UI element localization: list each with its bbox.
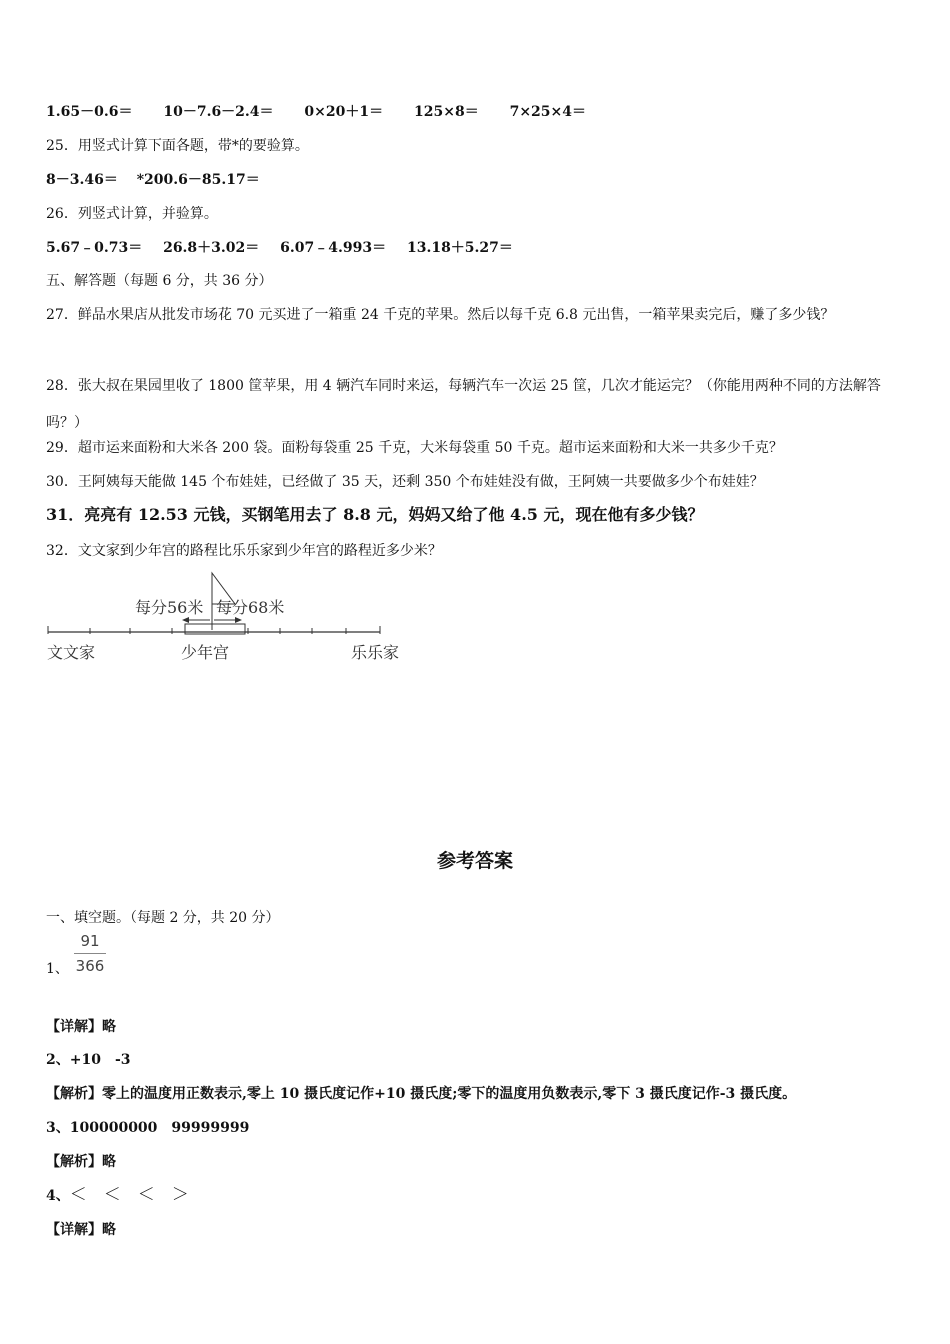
answer-3-analysis: 【解析】略 [46, 1154, 116, 1170]
answer-4 [46, 1186, 189, 1205]
fraction-numerator: 91 [80, 932, 100, 950]
fraction-denominator: 366 [75, 957, 105, 975]
answer-2-analysis: 【解析】零上的温度用正数表示,零上 10 摄氏度记作+10 摄氏度;零下的温度用负数表示,零下 3 摄氏度记作-3 摄氏度。 [46, 1086, 797, 1102]
answer-1-fraction [74, 932, 106, 975]
question-31: 31．亮亮有 12.53 元钱，买钢笔用去了 8.8 元，妈妈又给了他 4.5 元，现在他有多少钱？ [46, 505, 704, 524]
speed-label-right: 每分68米 [216, 598, 285, 617]
q26-expressions [46, 239, 539, 257]
answer-4-number: 4、 [46, 1188, 70, 1204]
fraction-bar [74, 953, 106, 954]
expression: 6.07﹣4.993＝ [280, 240, 387, 256]
answer-section-1-heading: 一、填空题。（每题 2 分，共 20 分） [46, 910, 280, 926]
answer-1-number: 1、 [46, 961, 69, 977]
tick-marks [48, 626, 380, 634]
route-diagram [40, 568, 420, 668]
expression: 13.18＋5.27＝ [406, 240, 513, 256]
answer-4-symbols: ＜ ＜ ＜ ＞ [69, 1185, 189, 1205]
question-30: 30．王阿姨每天能做 145 个布娃娃，已经做了 35 天，还剩 350 个布娃娃没有做，王阿姨一共要做多少个布娃娃？ [46, 474, 764, 490]
question-32: 32．文文家到少年宫的路程比乐乐家到少年宫的路程近多少米？ [46, 543, 442, 559]
expression: 8－3.46＝ [46, 172, 118, 188]
question-27: 27．鲜品水果店从批发市场花 70 元买进了一箱重 24 千克的苹果。然后以每千克 6.8 元出售，一箱苹果卖完后，赚了多少钱？ [46, 307, 835, 323]
label-wenwen-home: 文文家 [47, 643, 96, 662]
expression: 7×25×4＝ [509, 104, 587, 120]
label-lele-home: 乐乐家 [351, 643, 400, 662]
question-26: 26．列竖式计算，并验算。 [46, 206, 218, 222]
q24-expressions [46, 103, 612, 121]
answer-3: 3、100000000 99999999 [46, 1120, 250, 1136]
arrow-right-head [235, 617, 242, 623]
q25-expressions [46, 171, 286, 189]
expression: 125×8＝ [414, 104, 479, 120]
answer-2: 2、+10 -3 [46, 1052, 131, 1068]
answer-1-detail: 【详解】略 [46, 1019, 116, 1035]
arrow-left-head [182, 617, 189, 623]
question-28: 28．张大叔在果园里收了 1800 筐苹果，用 4 辆汽车同时来运，每辆汽车一次运 25 筐，几次才能运完？（你能用两种不同的方法解答吗？） [46, 378, 881, 431]
question-29: 29．超市运来面粉和大米各 200 袋。面粉每袋重 25 千克，大米每袋重 50 千克。超市运来面粉和大米一共多少千克？ [46, 440, 783, 456]
expression: *200.6－85.17＝ [136, 172, 260, 188]
expression: 5.67﹣0.73＝ [46, 240, 143, 256]
question-25: 25．用竖式计算下面各题，带*的要验算。 [46, 138, 309, 154]
speed-label-left: 每分56米 [135, 598, 204, 617]
expression: 10－7.6－2.4＝ [163, 104, 274, 120]
section-5-heading: 五、解答题（每题 6 分，共 36 分） [46, 273, 273, 289]
answers-title: 参考答案 [436, 850, 513, 872]
expression: 1.65－0.6＝ [46, 104, 133, 120]
expression: 0×20＋1＝ [304, 104, 384, 120]
answer-4-detail: 【详解】略 [46, 1222, 116, 1238]
expression: 26.8＋3.02＝ [163, 240, 260, 256]
label-youth-palace: 少年宫 [181, 643, 230, 662]
